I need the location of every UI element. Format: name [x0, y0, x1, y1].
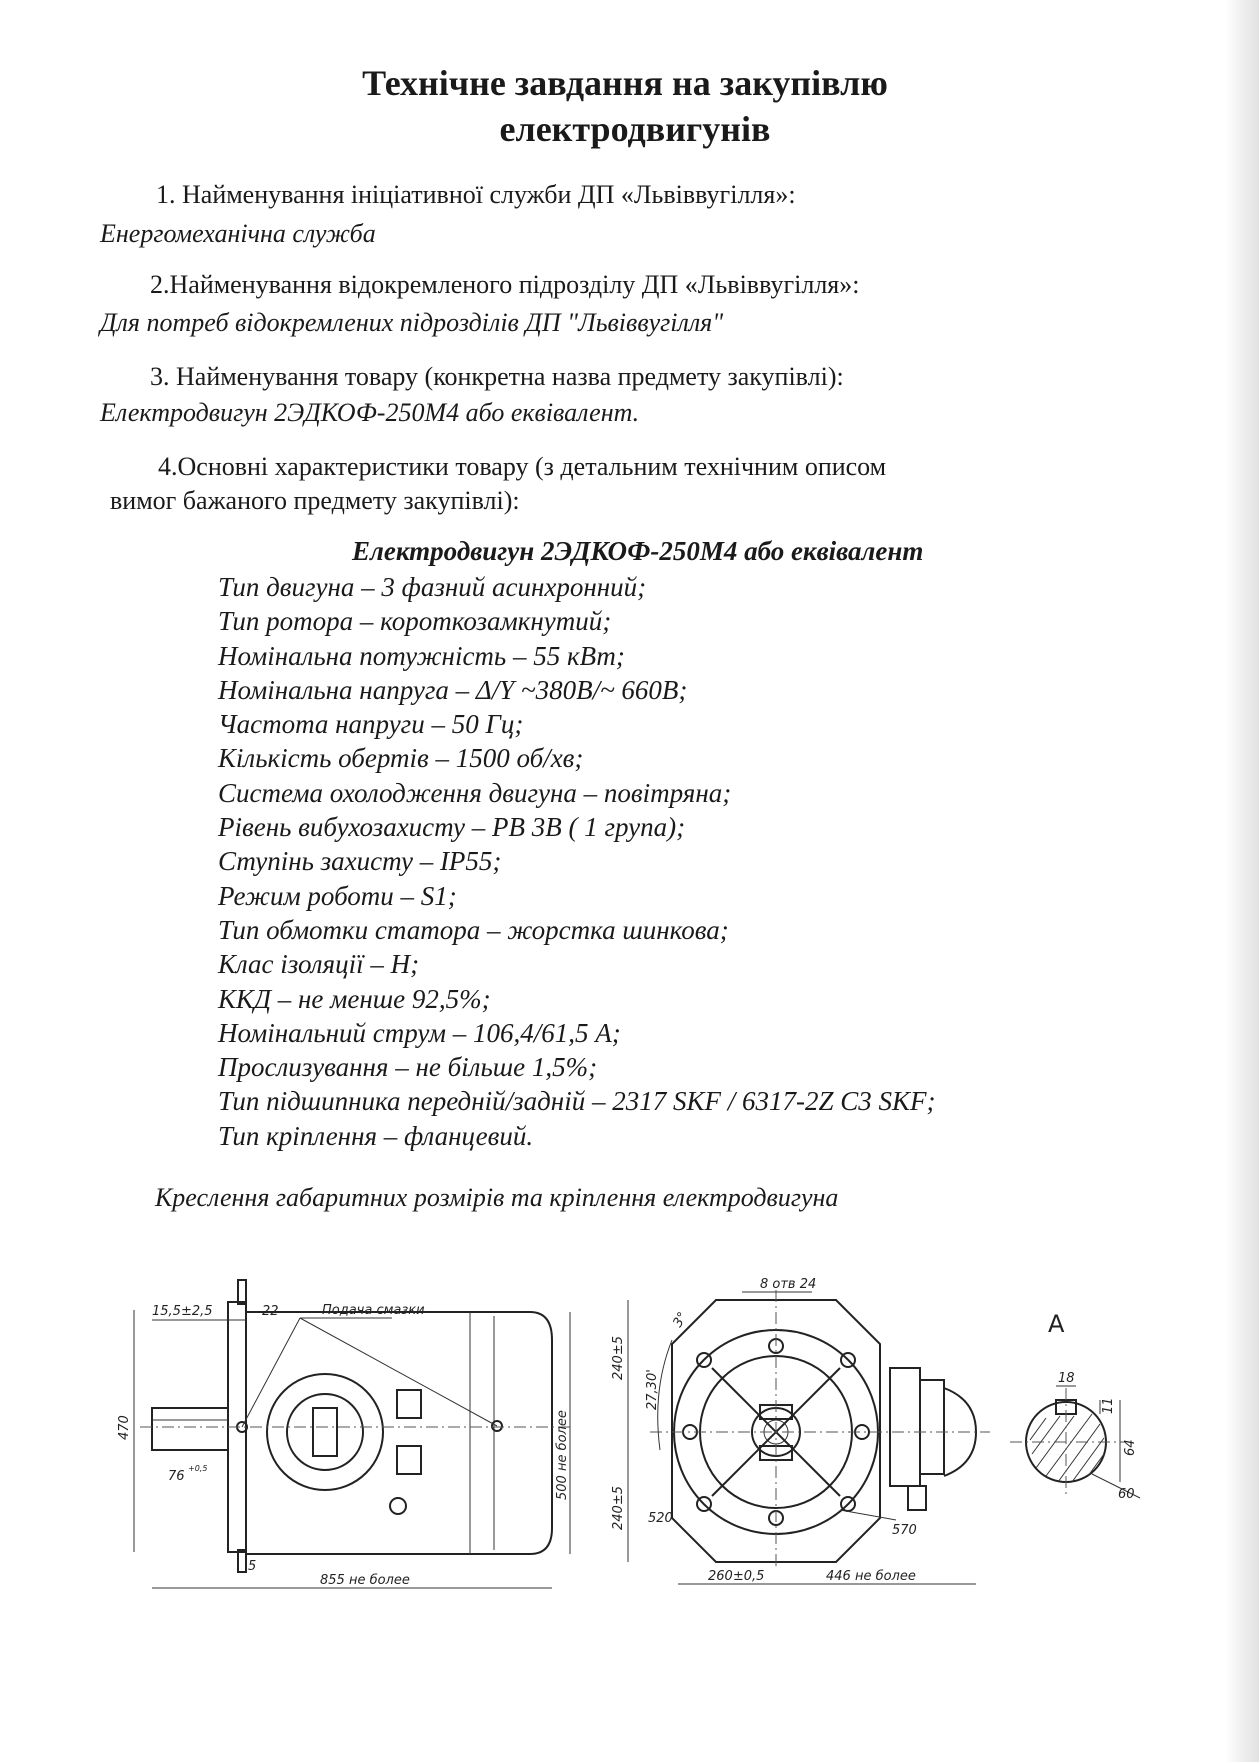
terminal-side-shape — [920, 1380, 944, 1474]
dim-76-tolerance: +0,5 — [188, 1464, 208, 1473]
dim-5-label: 5 — [248, 1559, 257, 1574]
spec-title: Електродвигун 2ЭДКОФ-250М4 або еквівалент — [352, 536, 924, 566]
spec-item: Тип двигуна – 3 фазний асинхронний; — [218, 572, 647, 602]
dim-60-label: 60 — [1118, 1487, 1135, 1502]
section-1-heading: 1. Найменування ініціативної служби ДП «Львіввугілля»: — [156, 180, 796, 209]
angle2-label: 27,30' — [645, 1369, 660, 1410]
dim-446-label: 446 не более — [826, 1569, 916, 1584]
spec-item: Режим роботи – S1; — [218, 880, 457, 911]
spec-item: Тип ротора – короткозамкнутий; — [218, 606, 612, 637]
dim-240-top-label: 240±5 — [611, 1336, 626, 1380]
flange-top-shape — [238, 1280, 246, 1304]
spec-item: Номінальний струм – 106,4/61,5 А; — [218, 1017, 621, 1048]
spec-item: Номінальна потужність – 55 кВт; — [218, 640, 625, 671]
section-3-heading: 3. Найменування товару (конкретна назва предмету закупівлі): — [150, 362, 844, 391]
side-view — [117, 1280, 570, 1588]
gland-shape — [908, 1486, 926, 1510]
motor-body-shape — [246, 1312, 552, 1554]
dim-500-label: 500 не более — [555, 1410, 570, 1500]
spec-list — [218, 570, 935, 1153]
section-3-value: Електродвигун 2ЭДКОФ-250М4 або еквівалент. — [100, 398, 640, 427]
motor-technical-drawing — [0, 1270, 1259, 1600]
spec-item: Рівень вибухозахисту – РВ 3В ( 1 група); — [218, 812, 686, 843]
spec-item: Тип кріплення – фланцевий. — [218, 1120, 534, 1151]
spec-item: ККД – не менше 92,5%; — [218, 983, 491, 1014]
section-a-label: А — [1048, 1310, 1065, 1338]
grease-leader-line — [300, 1318, 497, 1426]
spec-item: Прослизування – не більше 1,5%; — [218, 1052, 598, 1083]
bolt-shape — [390, 1498, 406, 1514]
cable-entry-shape — [397, 1446, 421, 1474]
section-2-value: Для потреб відокремлених підрозділів ДП "Львіввугілля" — [100, 308, 724, 337]
dim-470-label: 470 — [117, 1415, 132, 1440]
flange-bottom-shape — [238, 1550, 246, 1572]
dim-76-label: 76 — [168, 1469, 185, 1484]
dim-855-label: 855 не более — [320, 1573, 410, 1588]
spec-item: Ступінь захисту – IP55; — [218, 846, 502, 877]
dim-260-label: 260±0,5 — [708, 1569, 765, 1584]
terminal-plate-shape — [313, 1408, 337, 1456]
spec-item: Клас ізоляції – Н; — [218, 949, 420, 980]
holes-label: 8 отв 24 — [760, 1277, 817, 1292]
front-view — [611, 1277, 990, 1584]
dim-11-label: 11 — [1101, 1397, 1116, 1414]
dim-22-label: 22 — [262, 1304, 279, 1319]
dim-64-label: 64 — [1123, 1439, 1138, 1456]
section-1-value: Енергомеханічна служба — [100, 219, 376, 248]
document-title-line2: електродвигунів — [499, 109, 771, 149]
terminal-box-inner-shape — [287, 1394, 363, 1470]
hatch-line — [1032, 1416, 1060, 1454]
document-title-line1: Технічне завдання на закупівлю — [362, 63, 888, 103]
spec-item: Номінальна напруга – Δ/Y ~380В/~ 660В; — [218, 674, 688, 705]
dim-240-bottom-label: 240±5 — [611, 1486, 626, 1530]
section-2-heading: 2.Найменування відокремленого підрозділу ДП «Львіввугілля»: — [150, 270, 860, 299]
dim-18-label: 18 — [1058, 1371, 1075, 1386]
section-a-view — [1010, 1310, 1140, 1502]
section-4-heading-line2: вимог бажаного предмету закупівлі): — [110, 486, 520, 515]
dim-570-label: 570 — [892, 1523, 917, 1538]
dim-15-label: 15,5±2,5 — [152, 1304, 213, 1319]
dim-line — [840, 1510, 896, 1520]
spec-item: Тип обмотки статора – жорстка шинкова; — [218, 914, 729, 945]
angle-label: 3° — [670, 1309, 691, 1330]
grease-label: Подача смазки — [322, 1303, 425, 1318]
cable-entry-shape — [397, 1390, 421, 1418]
shaft-shape — [152, 1408, 228, 1450]
spec-item: Тип підшипника передній/задній – 2317 SKF / 6317-2Z C3 SKF; — [218, 1086, 936, 1117]
terminal-side-shape — [890, 1368, 920, 1486]
spec-item: Кількість обертів – 1500 об/хв; — [218, 743, 584, 774]
spec-item: Частота напруги – 50 Гц; — [218, 709, 524, 740]
spec-item: Система охолодження двигуна – повітряна; — [218, 777, 732, 808]
drawing-caption: Креслення габаритних розмірів та кріплення електродвигуна — [155, 1183, 839, 1212]
section-4-heading-line1: 4.Основні характеристики товару (з детальним технічним описом — [158, 452, 887, 481]
terminal-box-outer-shape — [267, 1374, 383, 1490]
dim-520-label: 520 — [648, 1511, 673, 1526]
